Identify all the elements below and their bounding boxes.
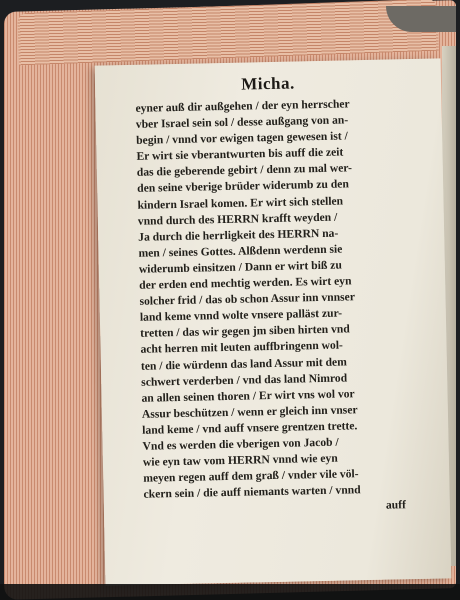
book-page <box>95 58 452 585</box>
text-line: begin / vnnd vor ewigen tagen gewesen ist / <box>136 129 348 148</box>
text-line: widerumb einsitzen / Dann er wirt biß zu <box>138 258 342 276</box>
text-line: land keme / vnd auff vnsere grentzen trette. <box>142 419 358 437</box>
text-line: eyner auß dir außgehen / der eyn herrscher <box>135 97 350 115</box>
text-line: Er wirt sie vberantwurten bis auff die zeit <box>136 145 344 164</box>
text-line: tretten / das wir gegen jm siben hirten vnd <box>140 322 350 341</box>
text-line: ckern sein / die auff niemants warten / vnnd <box>143 483 361 501</box>
text-line: men / seines Gottes. Alßdenn werdenn sie <box>138 242 343 260</box>
text-line: kindern Israel komen. Er wirt sich stellen <box>137 194 344 212</box>
text-line: den seine vberige brüder widerumb zu den <box>137 177 349 196</box>
page-header: Micha. <box>241 73 295 94</box>
text-line: der erden end mechtig werden. Es wirt eyn <box>139 274 352 292</box>
text-line: vber Israel sein sol / desse außgang von an- <box>135 113 349 131</box>
text-line: ten / die würdenn das land Assur mit dem <box>140 354 347 373</box>
text-line: meyen regen auff dem graß / vnder vile völ- <box>143 467 359 485</box>
text-line: das die geberende gebirt / denn zu mal wer- <box>136 161 353 180</box>
text-line: acht herren mit leuten auffbringenn wol- <box>140 338 343 357</box>
catchword: auff <box>385 498 406 513</box>
text-line: Ja durch die herrligkeit des HERRN na- <box>138 226 339 244</box>
text-line: vnnd durch des HERRN krafft weyden / <box>137 210 338 228</box>
text-line: solcher frid / das ob schon Assur inn vnnser <box>139 290 356 308</box>
text-line: wie eyn taw vom HERRN vnnd wie eyn <box>142 451 338 469</box>
text-line: Assur beschützen / wenn er gleich inn vnser <box>141 403 358 421</box>
text-line: land keme vnnd wolte vnsere palläst zur- <box>139 306 343 325</box>
background-shadow <box>0 584 460 600</box>
page-body <box>135 95 436 519</box>
book <box>4 6 456 594</box>
text-line: Vnd es werden die vberigen von Jacob / <box>142 435 339 453</box>
text-line: an allen seinen thoren / Er wirt vns wol vor <box>141 386 355 405</box>
text-line: schwert verderben / vnd das land Nimrod <box>141 371 348 389</box>
